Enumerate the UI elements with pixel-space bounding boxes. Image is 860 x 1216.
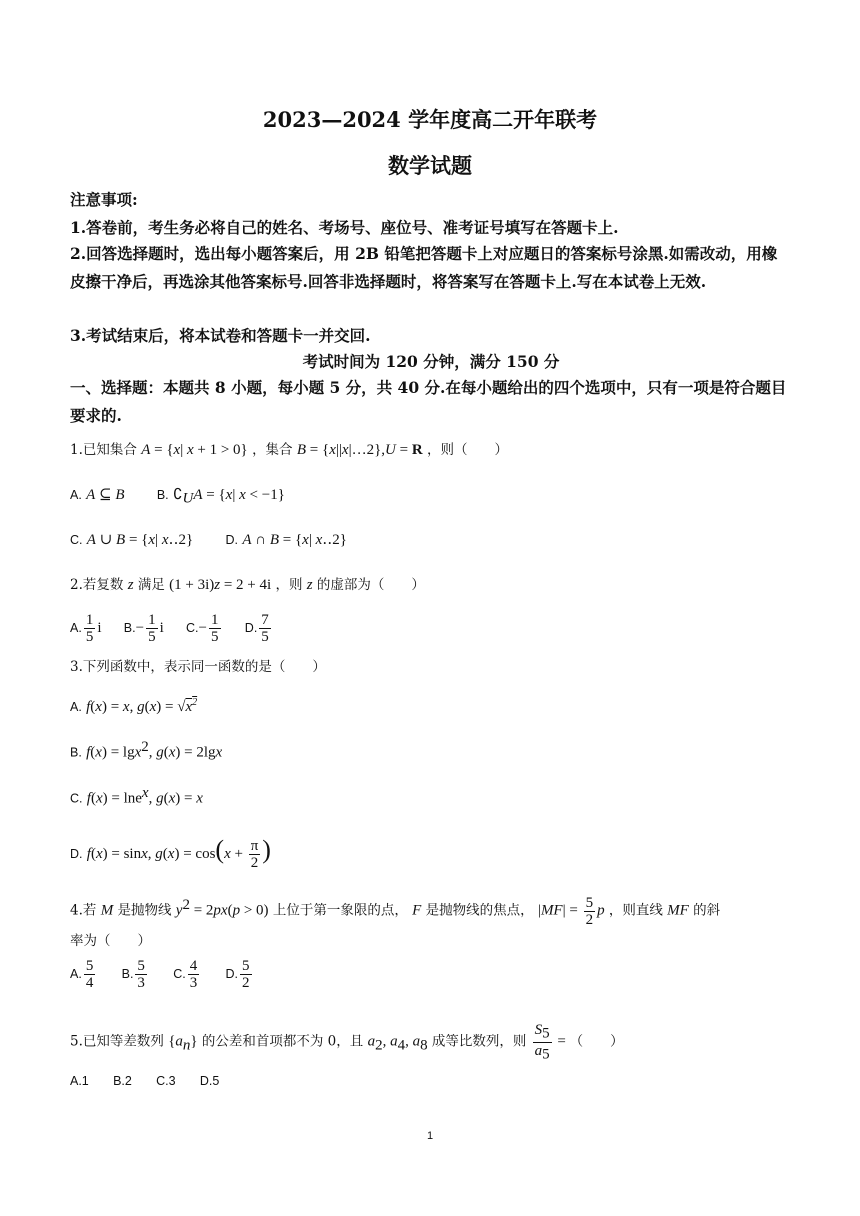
q3-option-b[interactable]: B. f(x) = lgx$^2$, g(x) = 2lgx xyxy=(70,739,223,761)
q5-option-c[interactable]: C.3 xyxy=(156,1074,176,1088)
exam-subtitle: 数学试题 xyxy=(388,153,472,178)
q2-option-a[interactable]: A. $\frac{1}{5}$ i xyxy=(70,612,102,645)
q4-option-a[interactable]: A. $\frac{5}{4}$ xyxy=(70,958,94,991)
section1-heading: 一、选择题：本题共 8 小题，每小题 5 分，共 40 分.在每小题给出的四个选项中，只有一项是符合题目要求的. xyxy=(70,378,787,425)
question-3-stem: 3.下列函数中，表示同一函数的是（ ） xyxy=(70,659,326,675)
q1-option-a[interactable]: A. A ⊆ B xyxy=(70,487,125,503)
exam-time: 考试时间为 120 分钟，满分 150 分 xyxy=(302,352,560,371)
q1-option-b[interactable]: B. $∁_UA = \{x|$ x < −1} xyxy=(156,487,285,507)
q3-option-d[interactable]: D. f(x) = sinx, g(x) = cos(x + $\frac{\pi}{2}$ ) xyxy=(70,835,271,871)
question-4-options xyxy=(70,958,800,991)
notice-heading: 注意事项: xyxy=(70,190,138,209)
question-5-options xyxy=(70,1070,800,1092)
question-1-stem: 1.已知集合 A = {x| x + 1 > 0} ，集合 B = {x||x|…2},U = R ，则（ ） xyxy=(70,442,508,458)
q5-option-d[interactable]: D.5 xyxy=(199,1074,220,1088)
question-1-options-cd xyxy=(70,529,800,551)
q4-option-d[interactable]: D. $\frac{5}{2}$ xyxy=(225,958,250,991)
question-2-stem: 2.若复数 z 满足 (1 + 3i)z = 2 + 4i ，则 z 的虚部为（ ） xyxy=(70,577,425,593)
q2-option-c[interactable]: C.− $\frac{1}{5}$ xyxy=(186,612,219,645)
q1-option-d[interactable]: D. A ∩ B = {x| x‥2} xyxy=(225,532,347,548)
notice-item-1: 1.答卷前，考生务必将自己的姓名、考场号、座位号、准考证号填写在答题卡上. xyxy=(70,218,619,237)
question-5-stem: 5.已知等差数列 $\{a_n\}$ 的公差和首项都不为 0，且 $a_2$, $a_4$, $a_8$ 成等比数列，则 $\frac{S_5}{a_5}$ = （ ） xyxy=(70,1022,624,1063)
question-2-options xyxy=(70,612,800,645)
notice-item-3: 3.考试结束后，将本试卷和答题卡一并交回. xyxy=(70,326,371,345)
question-4-stem-cont: 率为（ ） xyxy=(70,933,151,949)
q3-option-c[interactable]: C. f(x) = lne$^x$, g(x) = x xyxy=(70,785,203,807)
question-4-stem: 4.若 M 是抛物线 $y^2 = 2px(p > 0)$ 上位于第一象限的点， F 是抛物线的焦点， |MF| = $\frac{5}{2}$ p ，则直线 MF 的斜 xyxy=(70,894,721,928)
q2-option-d[interactable]: D. $\frac{7}{5}$ xyxy=(244,612,269,645)
q3-option-a[interactable]: A. f(x) = x, $g(x) = √x^2$ xyxy=(70,697,198,715)
q5-option-a[interactable]: A.1 xyxy=(70,1074,89,1088)
notice-item-2: 2.回答选择题时，选出每小题答案后，用 2B 铅笔把答题卡上对应题日的答案标号涂黑.如需改动，用橡皮擦干净后，再选涂其他答案标号.回答非选择题时，将答案写在答题卡上.写在本试卷上无效. xyxy=(70,244,778,291)
q4-option-c[interactable]: C. $\frac{4}{3}$ xyxy=(173,958,198,991)
exam-title: 2023—2024 学年度高二开年联考 xyxy=(262,107,598,132)
question-1-options-ab xyxy=(70,484,800,510)
q1-option-c[interactable]: C. A ∪ B = {x| x‥2} xyxy=(70,532,194,548)
q4-option-b[interactable]: B. $\frac{5}{3}$ xyxy=(121,958,145,991)
q5-option-b[interactable]: B.2 xyxy=(113,1074,132,1088)
page-number: 1 xyxy=(426,1130,434,1142)
q2-option-b[interactable]: B.− $\frac{1}{5}$ i xyxy=(123,612,164,645)
